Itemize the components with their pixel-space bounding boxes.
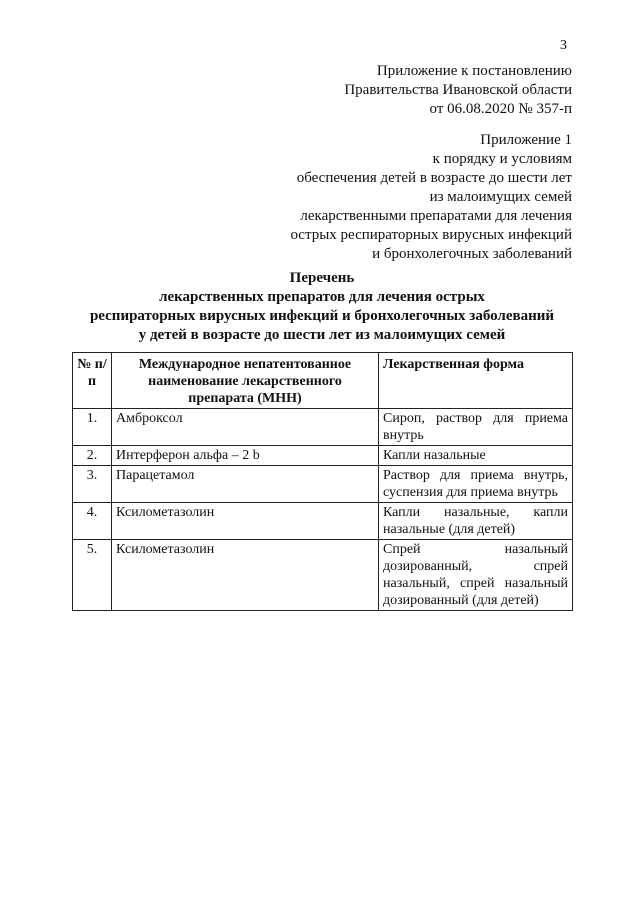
header-inn-name: Международное непатентованное наименование лекарственного препарата (МНН): [112, 353, 379, 409]
document-title: [72, 269, 572, 345]
row-number: 2.: [73, 446, 112, 466]
appendix-main-line: Приложение к постановлению: [376, 63, 572, 79]
table-row: [73, 446, 573, 466]
appendix-main-line: Правительства Ивановской области: [344, 82, 572, 98]
header-number: № п/п: [73, 353, 112, 409]
appendix-main-line: от 06.08.2020 № 357-п: [429, 101, 572, 117]
row-dosage-form: Сироп, раствор для приема внутрь: [379, 409, 573, 446]
appendix-sub-block: [212, 131, 572, 264]
appendix-main-block: [212, 62, 572, 119]
table-row: [73, 503, 573, 540]
title-line: лекарственных препаратов для лечения острых: [159, 289, 485, 305]
title-line: Перечень: [289, 270, 355, 286]
row-number: 3.: [73, 466, 112, 503]
header-dosage-form: Лекарственная форма: [379, 353, 573, 409]
page-number: 3: [560, 38, 567, 53]
row-dosage-form: Спрей назальный дозированный, спрей назальный, спрей назальный дозированный (для детей): [379, 540, 573, 611]
row-drug-name: Амброксол: [112, 409, 379, 446]
appendix-sub-line: острых респираторных вирусных инфекций: [290, 227, 572, 243]
appendix-sub-line: обеспечения детей в возрасте до шести лет: [296, 170, 572, 186]
row-drug-name: Парацетамол: [112, 466, 379, 503]
row-dosage-form: Раствор для приема внутрь, суспензия для приема внутрь: [379, 466, 573, 503]
table-row: [73, 409, 573, 446]
row-number: 4.: [73, 503, 112, 540]
row-number: 1.: [73, 409, 112, 446]
table-header-row: [73, 353, 573, 409]
medications-table: [72, 352, 573, 611]
row-drug-name: Интерферон альфа – 2 b: [112, 446, 379, 466]
title-line: у детей в возрасте до шести лет из малоимущих семей: [138, 327, 506, 343]
row-drug-name: Ксилометазолин: [112, 503, 379, 540]
title-line: респираторных вирусных инфекций и бронхолегочных заболеваний: [89, 308, 555, 324]
row-dosage-form: Капли назальные: [379, 446, 573, 466]
appendix-sub-line: и бронхолегочных заболеваний: [372, 246, 572, 262]
row-number: 5.: [73, 540, 112, 611]
row-dosage-form: Капли назальные, капли назальные (для детей): [379, 503, 573, 540]
appendix-sub-line: из малоимущих семей: [429, 189, 572, 205]
row-drug-name: Ксилометазолин: [112, 540, 379, 611]
table-row: [73, 466, 573, 503]
table-row: [73, 540, 573, 611]
appendix-sub-line: Приложение 1: [480, 132, 572, 148]
appendix-sub-line: лекарственными препаратами для лечения: [300, 208, 572, 224]
appendix-sub-line: к порядку и условиям: [432, 151, 572, 167]
